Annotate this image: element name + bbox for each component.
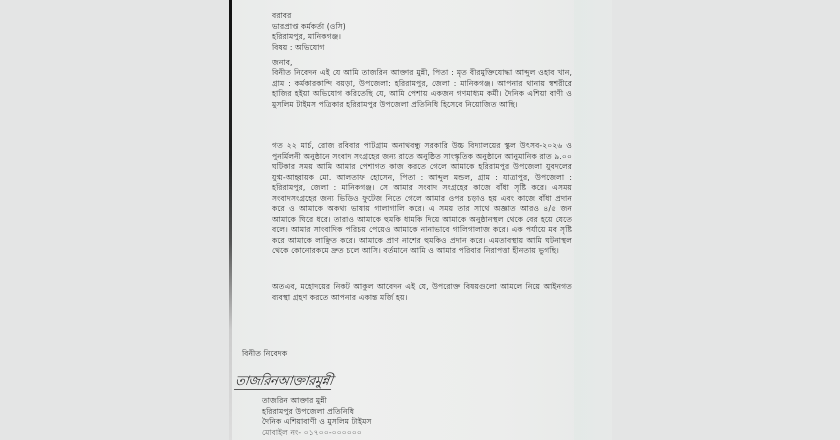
closing-line: বিনীত নিবেদক (242, 349, 288, 358)
salutation: জনাব, (272, 58, 293, 67)
recipient-to: বরাবর (272, 11, 292, 20)
letter-subject: বিষয় : অভিযোগ (272, 42, 325, 52)
sender-name: তাজরিন আক্তার মুন্নী (262, 396, 327, 405)
sender-block (262, 396, 372, 438)
sender-publication: দৈনিক এশিয়াবাণী ও মুসলিম টাইমস (262, 417, 372, 426)
recipient-location: হরিরামপুর, মানিকগঞ্জ। (272, 32, 342, 41)
letter-paper (229, 0, 612, 440)
recipient-officer: ভারপ্রাপ্ত কর্মকর্তা (ওসি) (272, 21, 346, 31)
paragraph-request: অতএব, মহোদয়ের নিকট আকুল আবেদন এই যে, উপরোক্ত বিষয়গুলো আমলে নিয়ে আইনগত ব্যবস্থা গ্রহণ করতে আপনার একান্ত মর্জি হয়। (272, 282, 572, 302)
paragraph-intro: বিনীত নিবেদন এই যে আমি তাজরিন আক্তার মুন্নী, পিতা : মৃত বীরমুক্তিযোদ্ধা আব্দুল ওহাব খান, গ্রাম : কর্মকারকান্দি বয়ড়া, উপজেলা: হরিরামপুর, জেলা : মানিকগঞ্জ। আপনার থানায় স্বশরীরে হাজির হইয়া অভিযোগ করিতেছি যে, আমি পেশায় একজন গণমাধ্যম কর্মী। দৈনিক এশিয়া বাণী ও মুসলিম টাইমস পত্রিকার হরিরামপুর উপজেলা প্রতিনিধি হিসেবে নিয়োজিত আছি। (272, 68, 572, 109)
sender-title: হরিরামপুর উপজেলা প্রতিনিধি (262, 406, 355, 416)
sender-phone: মোবাইল নং- ০১৭০০-০০০০০০ (262, 427, 362, 437)
handwritten-signature: তাজরিনআক্তারমুন্নী (234, 374, 334, 389)
recipient-block (272, 11, 346, 53)
paragraph-incident: গত ২২ মার্চ, রোজ রবিবার পাটগ্রাম অনাথবন্ধু সরকারি উচ্চ বিদ্যালয়ের স্কুল উৎসব-২০২৬ ও পুনর্মিলনী অনুষ্ঠানে সংবাদ সংগ্রহের জন্য রাতে অনুষ্ঠিত সাংস্কৃতিক অনুষ্ঠানে আনুমানিক রাত ৯.০০ ঘটিকার সময় আমি আমার পেশাগত কাজ করতে গেলে আমাকে হরিরামপুর উপজেলা যুবদলের যুগ্ম-আহ্বায়ক মো. আলতাফ হোসেন, পিতা : আব্দুল মন্ডল, গ্রাম : যাত্রাপুর, উপজেলা : হরিরামপুর, জেলা : মানিকগঞ্জ। সে আমার সংবাদ সংগ্রহের কাজে বাঁধা সৃষ্টি করে। এসময় সংবাদসংগ্রহের জন্য ভিডিও ফুটেজ নিতে গেলে আমার ওপর চড়াও হয় এবং কাজে বাঁধা প্রদান করে ও আমাকে অকথ্য ভাষায় গালাগালি করে। এ সময় তার সাথে অজ্ঞাত আরও ৪/৫ জন আমাকে ঘিরে ধরে। তারাও আমাকে হুমকি ধামকি দিয়ে আমাকে অনুষ্ঠানস্থল থেকে বের হয়ে যেতে বলে। আমার সাংবাদিক পরিচয় পেয়েও আমাকে নানাভাবে গালিগালাজ করে। এক পর্যায়ে মব সৃষ্টি করে আমাকে লাঞ্ছিত করে। আমাকে প্রাণ নাশের হুমকিও প্রদান করে। এমতাবস্থায় আমি ঘটনাস্থল থেকে কোনোরকমে দ্রুত চলে আসি। বর্তমানে আমি ও আমার পরিবার নিরাপত্তা হীনতায় ভুগছি। (272, 141, 572, 255)
